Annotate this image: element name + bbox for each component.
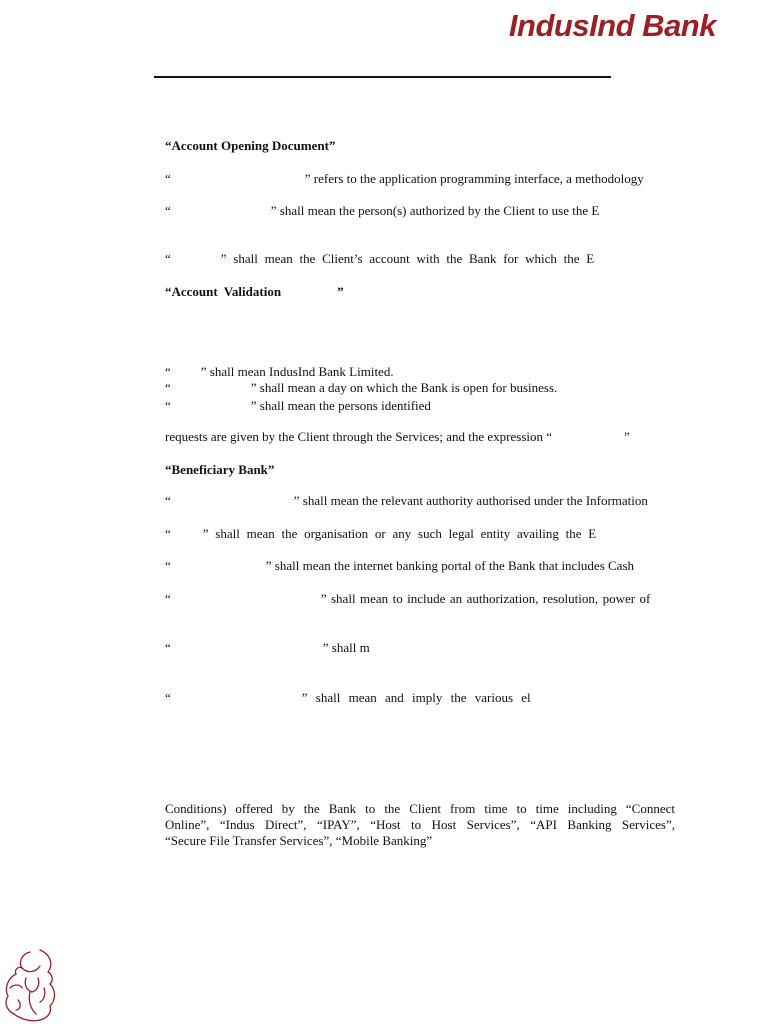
definition-business-day: “ ” shall mean a day on which the Bank is open for business. [165, 380, 558, 395]
definition-partial-1: “ ” shall m [165, 640, 370, 655]
definition-persons-identified: “ ” shall mean the persons identified [165, 398, 431, 413]
indusind-bank-logo: IndusInd Bank [508, 8, 716, 43]
definition-partial-2: “ ” shall mean and imply the various el [165, 690, 531, 705]
header-rule [154, 76, 611, 78]
term-account-opening-document: “Account Opening Document” [165, 138, 336, 153]
services-paragraph [165, 801, 675, 849]
definition-portal: “ ” shall mean the internet banking portal of the Bank that includes Cash [165, 558, 635, 573]
definition-account: “ ” shall mean the Client’s account with the Bank for which the E [165, 251, 595, 266]
services-paragraph-line-1: Conditions) offered by the Bank to the Client from time to time including “Connect [165, 801, 675, 816]
services-paragraph-line-2: Online”, “Indus Direct”, “IPAY”, “Host to Host Services”, “API Banking Services”, [165, 817, 675, 832]
bull-emblem-icon [0, 944, 62, 1024]
term-account-validation: “Account Validation ” [165, 284, 344, 299]
services-paragraph-line-3: “Secure File Transfer Services”, “Mobile Banking” [165, 833, 433, 848]
definition-bank: “ ” shall mean IndusInd Bank Limited. [165, 364, 394, 379]
definition-authority: “ ” shall mean the relevant authority authorised under the Information [165, 493, 648, 508]
definition-authorized-user: “ ” shall mean the person(s) authorized by the Client to use the E [165, 203, 600, 218]
definition-client: “ ” shall mean the organisation or any such legal entity availing the E [165, 526, 597, 541]
definition-api: “ ” refers to the application programming interface, a methodology [165, 171, 644, 186]
definition-authorization: “ ” shall mean to include an authorization, resolution, power of [165, 591, 651, 606]
definition-requests: requests are given by the Client through the Services; and the expression “ ” [165, 429, 630, 444]
term-beneficiary-bank: “Beneficiary Bank” [165, 462, 275, 477]
